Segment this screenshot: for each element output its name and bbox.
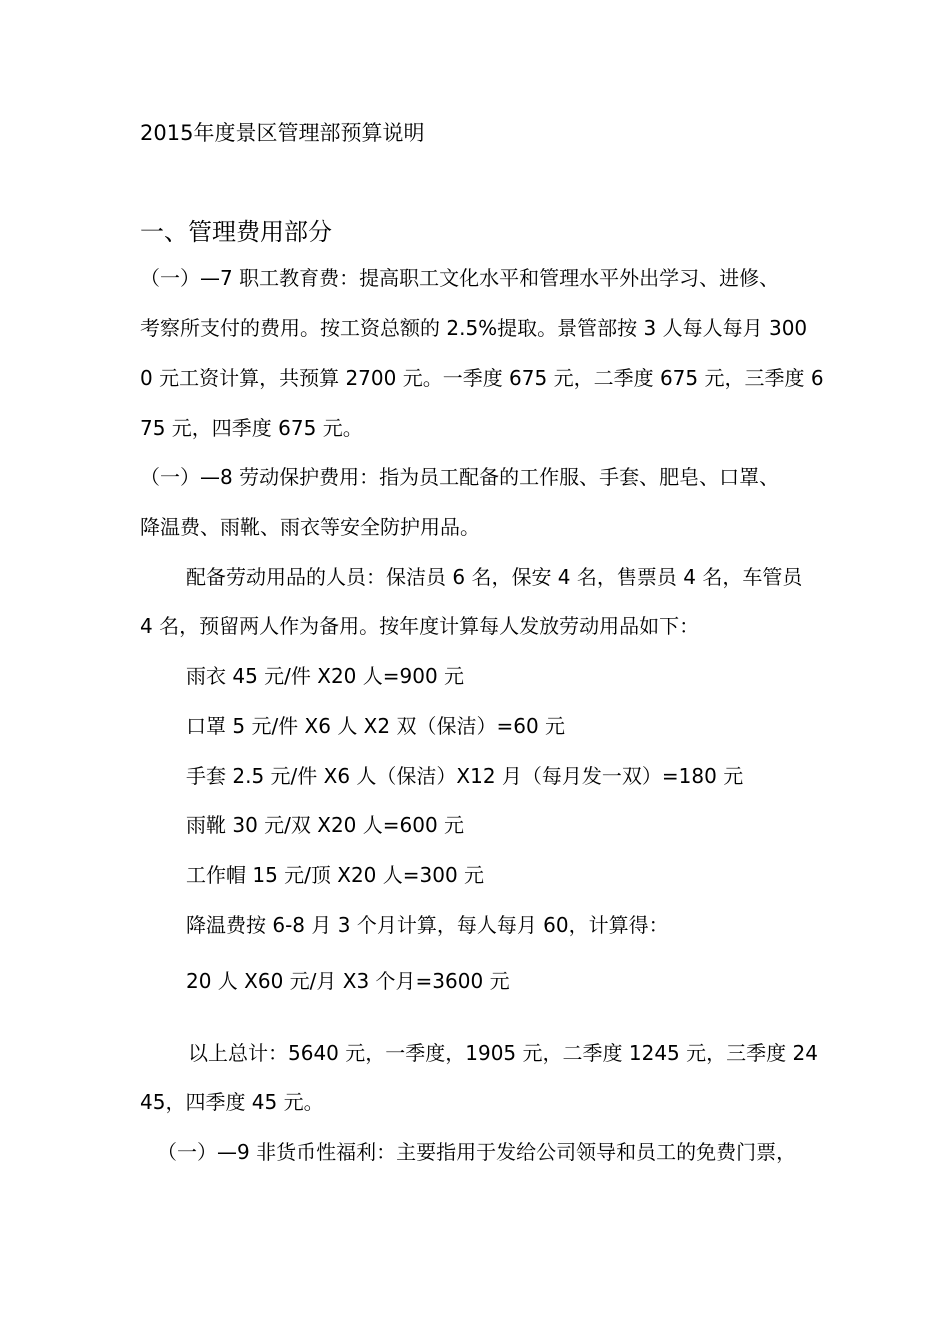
item7-line-1: （一）—7 职工教育费：提高职工文化水平和管理水平外出学习、进修、: [140, 266, 780, 290]
gloves-cost: 手套 2.5 元/件 X6 人（保洁）X12 月（每月发一双）=180 元: [186, 764, 744, 788]
cap-cost: 工作帽 15 元/顶 X20 人=300 元: [186, 863, 485, 887]
item7-line-4: 75 元，四季度 675 元。: [140, 416, 363, 440]
mask-cost: 口罩 5 元/件 X6 人 X2 双（保洁）=60 元: [186, 714, 566, 738]
item8-line-1: （一）—8 劳动保护费用：指为员工配备的工作服、手套、肥皂、口罩、: [140, 465, 780, 489]
total-line-1: 以上总计：5640 元，一季度，1905 元，二季度 1245 元，三季度 24: [188, 1041, 818, 1065]
document-title: 2015年度景区管理部预算说明: [140, 121, 425, 145]
cooling-fee-line-1: 降温费按 6-8 月 3 个月计算，每人每月 60，计算得：: [186, 913, 669, 937]
staff-line-1: 配备劳动用品的人员：保洁员 6 名，保安 4 名，售票员 4 名，车管员: [186, 565, 803, 589]
total-line-2: 45，四季度 45 元。: [140, 1090, 324, 1114]
section-heading: 一、管理费用部分: [140, 218, 332, 246]
raincoat-cost: 雨衣 45 元/件 X20 人=900 元: [186, 664, 465, 688]
staff-line-2: 4 名，预留两人作为备用。按年度计算每人发放劳动用品如下：: [140, 614, 700, 638]
cooling-fee-line-2: 20 人 X60 元/月 X3 个月=3600 元: [186, 969, 510, 993]
item7-line-3: 0 元工资计算，共预算 2700 元。一季度 675 元，二季度 675 元，三季度 6: [140, 366, 824, 390]
item7-line-2: 考察所支付的费用。按工资总额的 2.5%提取。景管部按 3 人每人每月 300: [140, 316, 808, 340]
boots-cost: 雨靴 30 元/双 X20 人=600 元: [186, 813, 465, 837]
item8-line-2: 降温费、雨靴、雨衣等安全防护用品。: [140, 515, 480, 539]
item9-line-1: （一）—9 非货币性福利：主要指用于发给公司领导和员工的免费门票，: [157, 1140, 797, 1164]
